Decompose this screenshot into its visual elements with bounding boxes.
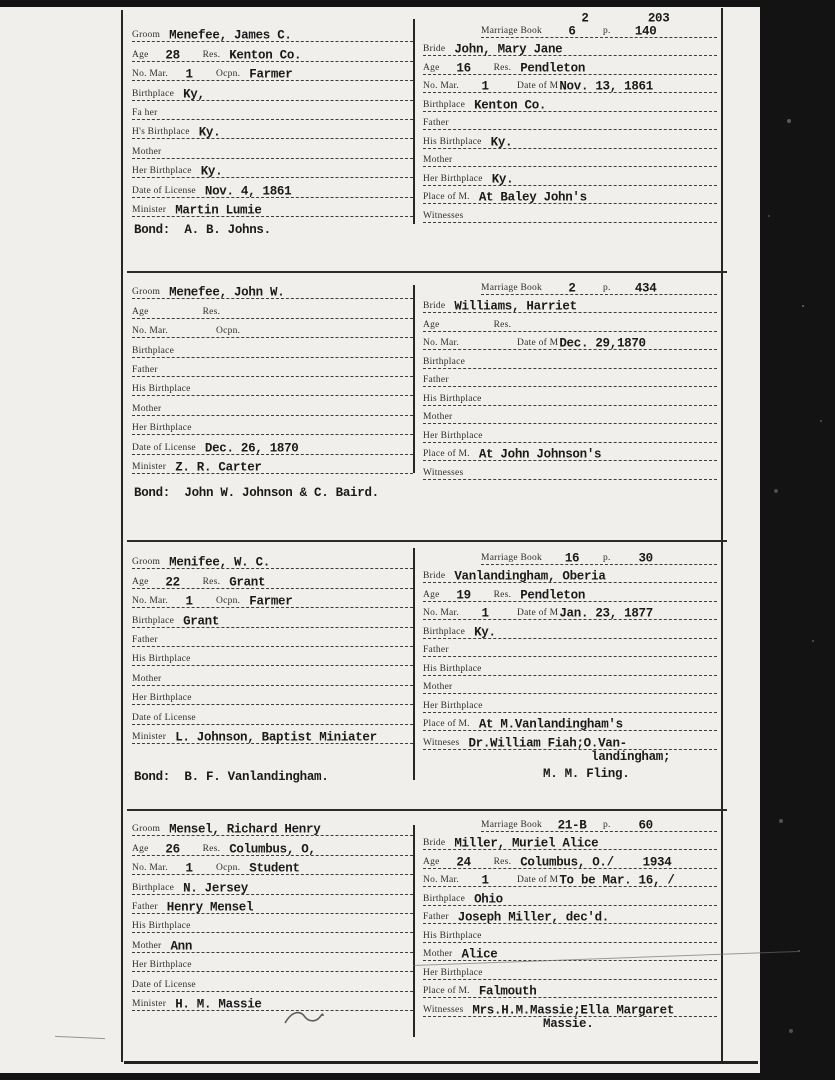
field-value: 1 [481, 79, 489, 94]
field-label: Ocpn. [216, 69, 241, 80]
form-row [423, 406, 717, 425]
form-row [423, 112, 717, 131]
form-row [132, 569, 413, 588]
bride-column [415, 546, 721, 785]
form-row [423, 387, 717, 406]
field-value: N. Jersey [183, 881, 248, 896]
field-label: Father [423, 912, 449, 922]
margin-mark-artifact [55, 1036, 105, 1039]
field-value: H. M. Massie [175, 997, 262, 1012]
bottom-rule-line [124, 1061, 758, 1064]
record-separator-line [127, 271, 727, 273]
page-label: p. [603, 819, 611, 830]
field-value: Dec. 26, 1870 [204, 441, 299, 456]
field-label: Res. [202, 49, 221, 60]
field-label: Ocpn. [216, 863, 241, 874]
scanner-edge-bottom [0, 1073, 835, 1080]
field-label: Father [132, 901, 158, 912]
field-label: Age [423, 319, 440, 330]
field-value: Nov. 13, 1861 [559, 79, 653, 94]
field-label: His Birthplace [423, 136, 482, 147]
field-value: Grant [229, 575, 266, 590]
field-label: His Birthplace [132, 921, 191, 932]
witness-extra-lines [423, 750, 717, 785]
field-value: Grant [183, 614, 220, 629]
field-label: Her Birthplace [423, 967, 483, 978]
field-label: Mother [132, 673, 162, 684]
form-row [423, 350, 717, 369]
field-label: Date of License [132, 442, 196, 453]
marriage-book-row [481, 546, 717, 565]
field-label: Mother [132, 146, 162, 157]
form-row [132, 992, 413, 1011]
field-value: Martin Lumie [175, 203, 262, 218]
form-row [132, 817, 413, 836]
field-label: Birthplace [132, 88, 175, 99]
page-label: p. [603, 25, 611, 36]
field-label: Birthplace [423, 893, 466, 904]
field-label: Witnesses [423, 210, 464, 221]
page-right-border-line [721, 8, 723, 1064]
form-row [423, 369, 717, 388]
form-row [423, 130, 717, 149]
form-row [423, 850, 717, 869]
marriage-book-number: 21-B [557, 818, 587, 832]
field-label: Place of M. [423, 449, 470, 459]
form-row [132, 608, 413, 627]
field-label: Minister [132, 204, 167, 215]
form-row [423, 998, 717, 1017]
field-value: L. Johnson, Baptist Miniater [175, 730, 377, 745]
field-label: Age [132, 843, 149, 854]
scanner-edge-top [0, 0, 835, 7]
form-row [132, 953, 413, 972]
form-row [132, 914, 413, 933]
field-value: Miller, Muriel Alice [454, 836, 599, 851]
field-label: Groom [132, 30, 161, 41]
field-label: Father [132, 634, 158, 645]
form-row [423, 694, 717, 713]
field-label: Bride [423, 301, 446, 311]
page-label: p. [603, 552, 611, 563]
field-label: H's Birthplace [132, 127, 190, 138]
field-value: Mrs.H.M.Massie;Ella Margaret [472, 1003, 675, 1017]
form-row [132, 139, 413, 158]
field-label: Mother [423, 949, 453, 959]
field-label: His Birthplace [132, 384, 191, 395]
marriage-book-label: Marriage Book [481, 819, 543, 830]
marriage-book-row [481, 11, 717, 38]
field-label: No. Mar. [132, 863, 169, 874]
marriage-book-label: Marriage Book [481, 552, 543, 563]
field-label: Bride [423, 571, 446, 581]
form-row [132, 280, 413, 299]
field-value: Vanlandingham, Oberia [454, 569, 606, 584]
field-value: Menefee, James C. [169, 28, 292, 43]
overwritten-page-number: 203 [647, 11, 670, 25]
witness-extra-line: M. M. Fling. [543, 767, 630, 781]
form-row [423, 731, 717, 750]
form-row [423, 620, 717, 639]
scan-noise-specks [0, 0, 2, 2]
field-label: Her Birthplace [132, 166, 192, 177]
form-row [132, 101, 413, 120]
form-row [132, 647, 413, 666]
form-row [423, 186, 717, 205]
bride-column [415, 276, 721, 480]
field-label: Age [132, 49, 149, 60]
field-label: Age [132, 576, 149, 587]
field-label: Age [423, 856, 440, 867]
field-label: Ocpn. [216, 596, 241, 607]
field-value: Kenton Co. [474, 98, 547, 112]
marriage-book-label: Marriage Book [481, 25, 543, 36]
groom-column [123, 280, 413, 474]
field-value: Joseph Miller, dec'd. [457, 910, 610, 925]
marriage-book-page: 434 [634, 281, 657, 295]
field-label: Her Birthplace [132, 423, 192, 434]
field-label: Father [423, 645, 449, 655]
field-value: To be Mar. 16, / [559, 873, 675, 888]
field-value: At M.Vanlandingham's [478, 717, 623, 732]
field-value: 24 [456, 855, 471, 869]
form-row [423, 602, 717, 621]
field-value: Dr.William Fiah;O.Van- [468, 736, 627, 750]
field-value: At Baley John's [478, 190, 587, 205]
form-row [423, 93, 717, 112]
field-value: Williams, Harriet [454, 299, 577, 314]
form-row [132, 42, 413, 61]
field-label: Her Birthplace [423, 173, 483, 184]
field-label: Her Birthplace [423, 430, 483, 441]
field-label: Birthplace [423, 626, 466, 637]
squiggle-mark [282, 1008, 326, 1028]
form-row [423, 657, 717, 676]
bond-line: Bond: John W. Johnson & C. Baird. [134, 486, 379, 500]
field-label: Birthplace [132, 345, 175, 356]
field-value: John, Mary Jane [454, 42, 563, 57]
field-value: Ky. [491, 172, 514, 186]
field-label: Age [423, 589, 440, 600]
field-value: Pendleton [520, 588, 586, 602]
field-label: Res. [202, 843, 221, 854]
groom-column [123, 23, 413, 217]
form-row [132, 856, 413, 875]
form-row [423, 149, 717, 168]
field-value: 28 [165, 48, 180, 63]
marriage-book-row [481, 813, 717, 832]
field-value: Columbus, O./ 1934 [520, 855, 672, 869]
form-row [132, 435, 413, 454]
form-row [132, 416, 413, 435]
form-row [132, 299, 413, 318]
field-label: Father [423, 118, 449, 128]
field-label: Birthplace [132, 882, 175, 893]
marriage-book-number: 16 [564, 551, 580, 565]
field-value: Ann [170, 939, 193, 954]
field-label: Date of License [132, 712, 196, 723]
field-value: 1 [185, 594, 193, 609]
form-row [132, 198, 413, 217]
record-separator-line [127, 809, 727, 811]
witness-extra-line: Massie. [543, 1016, 594, 1031]
field-label: Her Birthplace [132, 960, 192, 971]
field-label: Date of M [517, 875, 559, 885]
field-label: Res. [493, 62, 512, 73]
field-label: Res. [202, 306, 221, 317]
scanner-margin-right [760, 0, 835, 1080]
form-row [132, 377, 413, 396]
field-value: Z. R. Carter [175, 460, 262, 475]
form-row [423, 38, 717, 57]
page-label: p. [603, 282, 611, 293]
field-value: 1 [481, 606, 489, 621]
field-label: Age [423, 62, 440, 73]
form-row [132, 933, 413, 952]
marriage-book-number: 2 [568, 281, 576, 295]
field-label: Groom [132, 824, 161, 835]
field-value: Columbus, O, [229, 842, 316, 857]
field-label: Date of License [132, 979, 196, 990]
record-separator-line [127, 540, 727, 542]
groom-column [123, 817, 413, 1011]
field-label: Date of License [132, 185, 196, 196]
form-row [132, 589, 413, 608]
field-value: Alice [461, 947, 498, 962]
field-label: Bride [423, 44, 446, 54]
form-row [132, 159, 413, 178]
field-label: Witneses [423, 737, 460, 748]
field-value: 1 [185, 67, 193, 82]
field-label: Mother [132, 403, 162, 414]
marriage-book-page: 60 [638, 818, 653, 832]
field-value: Ky, [183, 87, 205, 102]
form-row [423, 943, 717, 962]
field-value: Nov. 4, 1861 [204, 184, 292, 199]
form-row [132, 455, 413, 474]
witness-extra-line: landingham; [591, 749, 671, 764]
form-row [132, 725, 413, 744]
field-label: No. Mar. [423, 81, 460, 91]
field-value: At John Johnson's [478, 447, 602, 462]
form-row [423, 639, 717, 658]
field-label: No. Mar. [132, 596, 169, 607]
form-row [132, 81, 413, 100]
field-label: No. Mar. [132, 326, 169, 337]
field-label: Father [132, 364, 158, 375]
field-label: No. Mar. [423, 608, 460, 618]
field-label: His Birthplace [423, 930, 482, 941]
field-label: Mother [423, 155, 453, 165]
field-label: Witnesses [423, 1004, 464, 1015]
field-value: Mensel, Richard Henry [169, 822, 321, 837]
bond-line: Bond: B. F. Vanlandingham. [134, 770, 329, 784]
field-value: Pendleton [520, 61, 586, 75]
form-row [132, 178, 413, 197]
field-value: 19 [456, 588, 471, 602]
field-value: Menifee, W. C. [169, 555, 270, 570]
marriage-book-page: 30 [638, 551, 653, 565]
form-row [132, 358, 413, 377]
field-label: Res. [202, 576, 221, 587]
field-label: Date of M [517, 81, 559, 91]
form-row [132, 836, 413, 855]
form-row [132, 972, 413, 991]
field-value: Menefee, John W. [169, 285, 285, 300]
field-value: Farmer [249, 67, 293, 82]
witness-extra-lines [423, 1017, 717, 1035]
form-row [423, 676, 717, 695]
field-label: Groom [132, 557, 161, 568]
bond-line: Bond: A. B. Johns. [134, 223, 271, 237]
field-label: Date of M [517, 338, 559, 348]
field-label: Res. [493, 319, 512, 330]
form-row [423, 869, 717, 888]
form-row [423, 713, 717, 732]
form-row [132, 705, 413, 724]
field-label: Witnesses [423, 467, 464, 478]
field-value: Dec. 29,1870 [559, 336, 646, 351]
field-value: Falmouth [478, 984, 537, 999]
form-row [423, 887, 717, 906]
form-row [423, 583, 717, 602]
field-label: Res. [493, 856, 512, 867]
field-label: His Birthplace [423, 393, 482, 404]
field-label: Place of M. [423, 719, 470, 729]
form-row [423, 461, 717, 480]
field-value: 26 [165, 842, 180, 857]
field-value: Ky. [474, 625, 496, 639]
field-value: Student [249, 861, 300, 876]
field-value: Ky. [490, 135, 513, 149]
field-label: Her Birthplace [423, 700, 483, 711]
marriage-book-label: Marriage Book [481, 282, 543, 293]
form-row [423, 832, 717, 851]
field-label: Mother [423, 412, 453, 422]
field-label: His Birthplace [132, 654, 191, 665]
field-label: Age [132, 306, 149, 317]
form-row [423, 295, 717, 314]
form-row [132, 23, 413, 42]
field-label: Fa her [132, 107, 158, 118]
field-label: Minister [132, 731, 167, 742]
field-label: Birthplace [423, 356, 466, 367]
field-label: Place of M. [423, 986, 470, 996]
field-label: Mother [423, 682, 453, 692]
field-value: 1 [185, 861, 193, 876]
field-value: Ky. [200, 164, 223, 179]
field-label: Birthplace [423, 99, 466, 110]
field-label: Birthplace [132, 615, 175, 626]
form-row [423, 204, 717, 223]
field-label: Father [423, 375, 449, 385]
form-row [132, 666, 413, 685]
form-row [132, 628, 413, 647]
field-label: His Birthplace [423, 663, 482, 674]
form-row [423, 906, 717, 925]
field-label: Groom [132, 287, 161, 298]
bride-column [415, 813, 721, 1034]
form-row [423, 443, 717, 462]
field-value: Jan. 23, 1877 [559, 606, 653, 621]
form-row [423, 424, 717, 443]
form-row [132, 319, 413, 338]
field-label: No. Mar. [132, 69, 169, 80]
form-row [423, 924, 717, 943]
field-label: Ocpn. [216, 326, 241, 337]
field-value: Kenton Co. [229, 48, 302, 63]
form-row [423, 75, 717, 94]
bride-column [415, 11, 721, 223]
form-row [132, 62, 413, 81]
form-row [423, 167, 717, 186]
form-row [132, 120, 413, 139]
form-row [423, 980, 717, 999]
field-value: 1 [481, 873, 489, 888]
field-label: No. Mar. [423, 338, 460, 348]
form-row [423, 313, 717, 332]
form-row [423, 332, 717, 351]
field-label: Minister [132, 461, 167, 472]
field-label: No. Mar. [423, 875, 460, 885]
marriage-book-row [481, 276, 717, 295]
groom-column [123, 550, 413, 744]
field-label: Res. [493, 589, 512, 600]
overwritten-book-number: 2 [581, 11, 589, 25]
form-row [423, 56, 717, 75]
form-row [132, 338, 413, 357]
form-row [132, 396, 413, 415]
marriage-book-page: 140 203 [620, 24, 672, 38]
form-row [132, 875, 413, 894]
marriage-book-number: 6 2 [551, 24, 593, 38]
field-label: Mother [132, 940, 162, 951]
field-label: Place of M. [423, 192, 470, 202]
field-label: Her Birthplace [132, 693, 192, 704]
form-row [132, 550, 413, 569]
field-value: 16 [456, 61, 471, 75]
field-value: Henry Mensel [166, 900, 254, 915]
field-value: 22 [165, 575, 180, 590]
form-row [423, 565, 717, 584]
form-row [132, 895, 413, 914]
field-label: Bride [423, 838, 446, 848]
field-value: Ky. [198, 125, 221, 140]
form-row [132, 686, 413, 705]
field-value: Ohio [474, 892, 503, 906]
field-value: Farmer [249, 594, 293, 609]
field-label: Date of M [517, 608, 559, 618]
field-label: Minister [132, 998, 167, 1009]
